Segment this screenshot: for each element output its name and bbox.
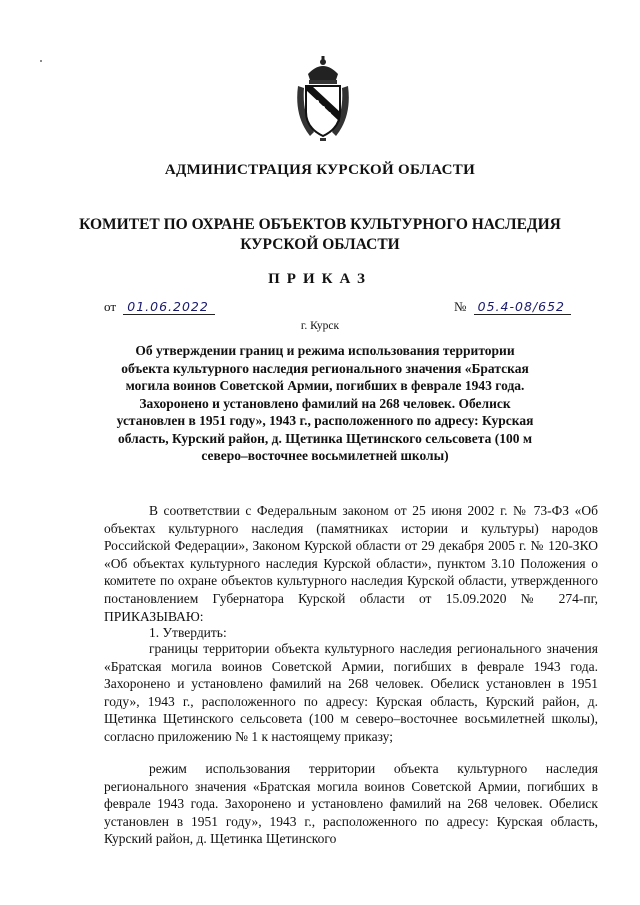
clause-1-heading: 1. Утвердить: bbox=[149, 625, 227, 640]
coat-of-arms-icon bbox=[292, 56, 354, 142]
committee-heading-line2: КУРСКОЙ ОБЛАСТИ bbox=[240, 236, 400, 253]
number-value: 05.4-08/652 bbox=[474, 299, 571, 315]
preamble-paragraph: В соответствии с Федеральным законом от 25 июня 2002 г. № 73-ФЗ «Об объектах культурного наследия (памятниках истории и культуры) народов Российской Федерации», Законом Курской области от 29 декабря 2005 г. № 120-ЗКО «Об объектах культурного наследия Курской области», пунктом 3.10 Положения о комитете по охране объектов культурного наследия Курской области, утвержденного постановлением Губернатора Курской области от 15.09.2020 № 274-пг, ПРИКАЗЫВАЮ: bbox=[104, 503, 598, 624]
clause-1-boundaries: границы территории объекта культурного наследия регионального значения «Братская могила воинов Советской Армии, погибших в феврале 1943 года. Захоронено и установлено фамилий на 268 человек. Обелиск установлен в 1951 году», 1943 г., расположенного по адресу: Курская область, Курский район, д. Щетинка Щетинского сельсовета (100 м северо–восточнее восьмилетней школы), согласно приложению № 1 к настоящему приказу; bbox=[104, 641, 598, 744]
order-title: Об утверждении границ и режима использования территории объекта культурного наследия регионального значения «Братская могила воинов Советской Армии, погибших в феврале 1943 года. Захоронено и установлено фамилий на 268 человек. Обелиск установлен в 1951 году», 1943 г., расположенного по адресу: Курская область, Курский район, д. Щетинка Щетинского сельсовета (100 м северо–восточнее восьмилетней школы) bbox=[116, 343, 534, 463]
city-label: г. Курск bbox=[300, 320, 340, 332]
document-type-heading: ПРИКАЗ bbox=[268, 271, 372, 287]
administration-heading: АДМИНИСТРАЦИЯ КУРСКОЙ ОБЛАСТИ bbox=[164, 162, 476, 178]
committee-heading-line1: КОМИТЕТ ПО ОХРАНЕ ОБЪЕКТОВ КУЛЬТУРНОГО НАСЛЕДИЯ bbox=[79, 216, 561, 233]
committee-heading bbox=[0, 215, 640, 255]
date-value: 01.06.2022 bbox=[123, 299, 215, 315]
clause-1-regime: режим использования территории объекта культурного наследия регионального значения «Братская могила воинов Советской Армии, погибших в феврале 1943 года. Захоронено и установлено фамилий на 268 человек. Обелиск установлен в 1951 году», 1943 г., расположенного по адресу: Курская область, Курский район, д. Щетинка Щетинского bbox=[104, 761, 598, 847]
number-prefix: № bbox=[454, 299, 467, 314]
scan-speck bbox=[40, 60, 42, 62]
number-line bbox=[454, 299, 571, 315]
date-prefix: от bbox=[104, 299, 117, 314]
date-line bbox=[104, 299, 215, 315]
